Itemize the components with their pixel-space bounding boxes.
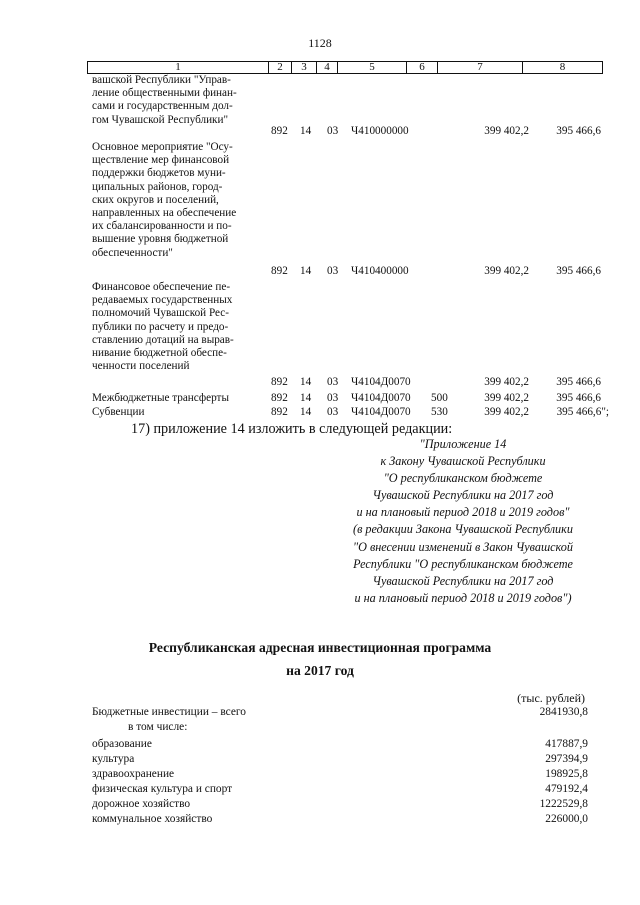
row-3-col-5: Ч4104Д0070 — [351, 376, 411, 388]
summary-value-total: 2841930,8 — [539, 706, 588, 718]
summary-value-roads: 1222529,8 — [539, 798, 588, 810]
row-5-col-6: 530 — [431, 406, 448, 418]
summary-label-sport: физическая культура и спорт — [92, 783, 233, 795]
summary-label-education: образование — [92, 738, 152, 750]
row-4-col-4: 03 — [327, 392, 339, 404]
table-row-2-description: Основное мероприятие "Осу- ществление мер финансовой поддержки бюджетов муни- ципальных районов, город- ских округов и поселений, направленных на обеспечение их сбалансированности и по- вышение уровня бюджетной обеспеченности" — [92, 141, 237, 259]
summary-value-sport: 479192,4 — [545, 783, 588, 795]
row-4-col-8: 395 466,6 — [556, 392, 601, 404]
row-5-col-4: 03 — [327, 406, 339, 418]
row-1-col-5: Ч410000000 — [351, 125, 409, 137]
row-4-col-2: 892 — [271, 392, 288, 404]
header-col-7: 7 — [477, 61, 483, 73]
row-5-col-7: 399 402,2 — [484, 406, 529, 418]
summary-value-culture: 297394,9 — [545, 753, 588, 765]
row-4-col-7: 399 402,2 — [484, 392, 529, 404]
appendix-header: "Приложение 14 к Закону Чувашской Республики "О республиканском бюджете Чувашской Республики на 2017 год и на плановый период 2018 и 2019 годов" (в редакции Закона Чувашской Республики "О внесении изменений в Закон Чувашской Республики "О республиканском бюджете Чувашской Республики на 2017 год и на плановый период 2018 и 2019 годов") — [353, 437, 573, 605]
row-4-col-6: 500 — [431, 392, 448, 404]
unit-note: (тыс. рублей) — [517, 691, 585, 705]
table-row-3-description: Финансовое обеспечение пе- редаваемых государственных полномочий Чувашской Рес- публики по расчету и предо- ставлению дотаций на вырав- нивание бюджетной обеспе- ченности поселений — [92, 281, 234, 373]
row-1-col-3: 14 — [300, 125, 312, 137]
header-col-3: 3 — [301, 61, 307, 73]
row-3-col-3: 14 — [300, 376, 312, 388]
header-col-6: 6 — [419, 61, 425, 73]
program-title: Республиканская адресная инвестиционная программа на 2017 год — [148, 640, 492, 678]
summary-value-education: 417887,9 — [545, 738, 588, 750]
row-3-col-4: 03 — [327, 376, 339, 388]
table-header-row — [87, 61, 603, 74]
summary-value-utilities: 226000,0 — [545, 813, 588, 825]
row-5-col-5: Ч4104Д0070 — [351, 406, 411, 418]
row-5-col-3: 14 — [300, 406, 312, 418]
row-1-col-2: 892 — [271, 125, 288, 137]
summary-label-including: в том числе: — [128, 721, 188, 733]
row-2-col-7: 399 402,2 — [484, 265, 529, 277]
summary-value-health: 198925,8 — [545, 768, 588, 780]
row-3-col-7: 399 402,2 — [484, 376, 529, 388]
row-2-col-4: 03 — [327, 265, 339, 277]
row-1-col-8: 395 466,6 — [556, 125, 601, 137]
page-number: 1128 — [308, 36, 332, 50]
row-2-col-8: 395 466,6 — [556, 265, 601, 277]
summary-label-culture: культура — [92, 753, 135, 765]
row-5-col-8: 395 466,6"; — [556, 406, 609, 418]
row-5-col-2: 892 — [271, 406, 288, 418]
row-1-col-7: 399 402,2 — [484, 125, 529, 137]
row-2-col-3: 14 — [300, 265, 312, 277]
table-row-5-description: Субвенции — [92, 406, 145, 418]
header-col-4: 4 — [324, 61, 330, 73]
row-2-col-2: 892 — [271, 265, 288, 277]
summary-label-health: здравоохранение — [92, 768, 175, 780]
row-4-col-3: 14 — [300, 392, 312, 404]
amendment-statement: 17) приложение 14 изложить в следующей редакции: — [131, 421, 453, 437]
row-1-col-4: 03 — [327, 125, 339, 137]
summary-label-total: Бюджетные инвестиции – всего — [92, 706, 246, 718]
summary-label-roads: дорожное хозяйство — [92, 798, 191, 810]
table-row-4-description: Межбюджетные трансферты — [92, 392, 229, 404]
table-row-1-description: вашской Республики "Управ- ление общественными финан- сами и государственным дол- гом Чувашской Республики" — [92, 74, 237, 126]
row-2-col-5: Ч410400000 — [351, 265, 409, 277]
row-3-col-2: 892 — [271, 376, 288, 388]
header-col-2: 2 — [277, 61, 283, 73]
summary-label-utilities: коммунальное хозяйство — [92, 813, 213, 825]
header-col-8: 8 — [559, 61, 566, 73]
row-4-col-5: Ч4104Д0070 — [351, 392, 411, 404]
header-col-1: 1 — [175, 61, 181, 73]
row-3-col-8: 395 466,6 — [556, 376, 601, 388]
header-col-5: 5 — [369, 61, 375, 73]
